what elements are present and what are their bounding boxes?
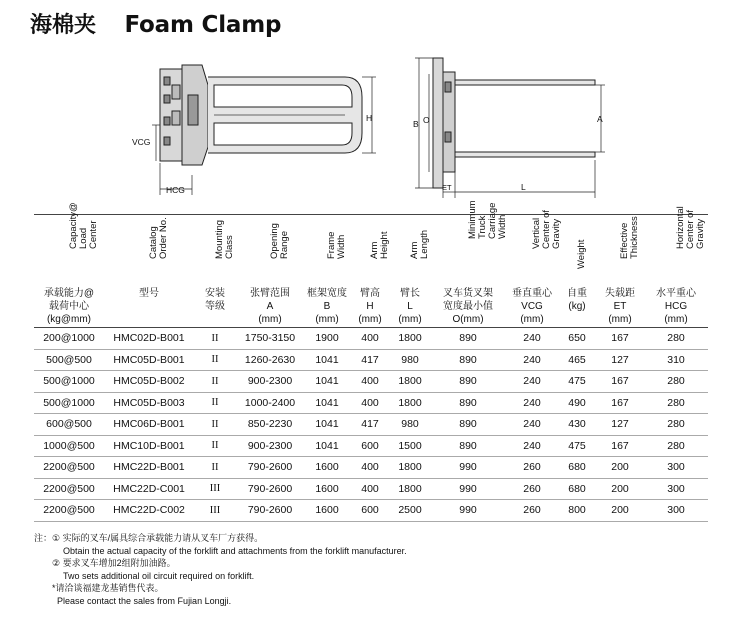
cell-arm-length: 1800	[390, 392, 430, 414]
header-zh-opening-range: 张臂范围 A (mm)	[250, 288, 290, 325]
cell-catalog: HMC22D-B001	[104, 457, 194, 479]
cell-catalog: HMC22D-C002	[104, 500, 194, 522]
cell-catalog: HMC02D-B001	[104, 328, 194, 350]
cell-capacity: 200@1000	[34, 328, 104, 350]
cell-weight: 475	[558, 371, 596, 393]
cell-arm-height: 400	[350, 478, 390, 500]
cell-min-carriage-width: 890	[430, 371, 506, 393]
cell-vcg: 260	[506, 457, 558, 479]
cell-mounting-class: II	[194, 457, 236, 479]
cell-vcg: 260	[506, 500, 558, 522]
label-l: L	[521, 182, 526, 192]
cell-hcg: 280	[644, 392, 708, 414]
cell-min-carriage-width: 990	[430, 478, 506, 500]
carriage-plate	[433, 58, 443, 188]
cell-weight: 475	[558, 435, 596, 457]
header-min-carriage-width: Minimum Truck Carriage Width	[430, 215, 506, 282]
upper-arm	[455, 80, 595, 85]
cell-effective-thickness: 167	[596, 435, 644, 457]
cell-hcg: 280	[644, 435, 708, 457]
cell-effective-thickness: 200	[596, 457, 644, 479]
notes-prefix: 注：	[34, 533, 53, 543]
label-h: H	[366, 113, 373, 123]
cell-opening-range: 850-2230	[236, 414, 304, 436]
cell-arm-height: 400	[350, 392, 390, 414]
note-3-en: Please contact the sales from Fujian Longji.	[57, 595, 232, 606]
header-weight: Weight	[558, 215, 596, 282]
table-row	[34, 478, 708, 500]
cell-capacity: 1000@500	[34, 435, 104, 457]
cell-mounting-class: II	[194, 328, 236, 350]
lower-arm	[455, 152, 595, 157]
header-zh-catalog: 型号	[139, 288, 159, 299]
cell-opening-range: 1260-2630	[236, 349, 304, 371]
cell-vcg: 240	[506, 414, 558, 436]
header-hcg: Horizontal Center of Gravity	[644, 215, 708, 282]
cell-mounting-class: II	[194, 392, 236, 414]
table-row	[34, 500, 708, 522]
side-view-diagram	[130, 55, 380, 205]
cell-arm-length: 2500	[390, 500, 430, 522]
label-et: ET	[442, 183, 452, 192]
cell-hcg: 300	[644, 478, 708, 500]
cell-hcg: 300	[644, 457, 708, 479]
cell-min-carriage-width: 890	[430, 328, 506, 350]
cell-effective-thickness: 127	[596, 414, 644, 436]
cell-arm-height: 400	[350, 328, 390, 350]
cell-opening-range: 790-2600	[236, 478, 304, 500]
table-row	[34, 414, 708, 436]
cell-arm-height: 600	[350, 435, 390, 457]
header-zh-frame-width: 框架宽度 B (mm)	[307, 288, 347, 325]
cell-mounting-class: II	[194, 414, 236, 436]
header-effective-thickness: Effective Thickness	[596, 215, 644, 282]
header-row-english	[34, 215, 708, 282]
cell-weight: 800	[558, 500, 596, 522]
cell-vcg: 240	[506, 392, 558, 414]
cell-catalog: HMC05D-B002	[104, 371, 194, 393]
cell-mounting-class: II	[194, 349, 236, 371]
header-frame-width: Frame Width	[304, 215, 350, 282]
cell-min-carriage-width: 890	[430, 414, 506, 436]
title-chinese: 海棉夹	[30, 13, 97, 38]
label-hcg: HCG	[166, 185, 185, 195]
cell-effective-thickness: 167	[596, 328, 644, 350]
header-arm-height: Arm Height	[350, 215, 390, 282]
cell-min-carriage-width: 990	[430, 500, 506, 522]
footnotes	[34, 532, 407, 607]
cell-capacity: 600@500	[34, 414, 104, 436]
cell-hcg: 280	[644, 328, 708, 350]
cell-frame-width: 1600	[304, 478, 350, 500]
cell-frame-width: 1041	[304, 435, 350, 457]
cell-frame-width: 1041	[304, 392, 350, 414]
cell-frame-width: 1600	[304, 500, 350, 522]
cell-weight: 650	[558, 328, 596, 350]
cell-mounting-class: III	[194, 478, 236, 500]
header-zh-min-carriage-width: 叉车货叉架 宽度最小值 O(mm)	[443, 288, 493, 325]
note-2-en: Two sets additional oil circuit required on forklift.	[63, 570, 255, 581]
cell-frame-width: 1900	[304, 328, 350, 350]
header-zh-arm-height: 臂高 H (mm)	[358, 288, 382, 325]
cell-capacity: 2200@500	[34, 478, 104, 500]
cell-vcg: 240	[506, 371, 558, 393]
header-zh-arm-length: 臂长 L (mm)	[398, 288, 422, 325]
header-row-chinese	[34, 281, 708, 328]
title-english: Foam Clamp	[124, 12, 282, 38]
cell-capacity: 2200@500	[34, 500, 104, 522]
cell-min-carriage-width: 890	[430, 435, 506, 457]
cell-arm-height: 400	[350, 371, 390, 393]
header-zh-effective-thickness: 失载距 ET (mm)	[605, 288, 635, 325]
cell-opening-range: 900-2300	[236, 371, 304, 393]
cell-capacity: 2200@500	[34, 457, 104, 479]
cell-frame-width: 1041	[304, 414, 350, 436]
cell-arm-length: 1800	[390, 371, 430, 393]
cell-weight: 465	[558, 349, 596, 371]
cell-vcg: 240	[506, 435, 558, 457]
cell-catalog: HMC10D-B001	[104, 435, 194, 457]
spec-table	[34, 200, 708, 522]
cell-arm-length: 980	[390, 414, 430, 436]
header-vcg: Vertical Center of Gravity	[506, 215, 558, 282]
cell-hcg: 280	[644, 414, 708, 436]
cell-arm-height: 600	[350, 500, 390, 522]
header-opening-range: Opening Range	[236, 215, 304, 282]
cell-effective-thickness: 200	[596, 500, 644, 522]
cell-effective-thickness: 167	[596, 371, 644, 393]
table-row	[34, 371, 708, 393]
table-row	[34, 457, 708, 479]
cell-min-carriage-width: 890	[430, 349, 506, 371]
cell-vcg: 260	[506, 478, 558, 500]
header-zh-capacity: 承载能力@ 载荷中心 (kg@mm)	[43, 288, 95, 325]
cell-capacity: 500@1000	[34, 371, 104, 393]
cell-arm-length: 1500	[390, 435, 430, 457]
cell-opening-range: 1750-3150	[236, 328, 304, 350]
label-o: O	[423, 115, 430, 125]
cell-catalog: HMC06D-B001	[104, 414, 194, 436]
table-row	[34, 392, 708, 414]
cell-arm-length: 1800	[390, 328, 430, 350]
cell-arm-length: 1800	[390, 457, 430, 479]
cell-mounting-class: II	[194, 371, 236, 393]
cell-hcg: 300	[644, 500, 708, 522]
cell-frame-width: 1041	[304, 349, 350, 371]
cell-weight: 430	[558, 414, 596, 436]
cell-min-carriage-width: 990	[430, 457, 506, 479]
cell-hcg: 310	[644, 349, 708, 371]
note-1-en: Obtain the actual capacity of the forklift and attachments from the forklift manufacturer.	[63, 545, 407, 556]
cell-effective-thickness: 127	[596, 349, 644, 371]
cell-effective-thickness: 200	[596, 478, 644, 500]
table-row	[34, 349, 708, 371]
note-3-zh: *请洽谈福建龙基销售代表。	[52, 583, 164, 593]
cell-catalog: HMC05D-B001	[104, 349, 194, 371]
cell-opening-range: 1000-2400	[236, 392, 304, 414]
label-a: A	[597, 114, 603, 124]
page-title	[30, 8, 281, 39]
cell-hcg: 280	[644, 371, 708, 393]
cell-arm-length: 980	[390, 349, 430, 371]
cell-mounting-class: III	[194, 500, 236, 522]
cell-effective-thickness: 167	[596, 392, 644, 414]
cell-weight: 680	[558, 478, 596, 500]
header-zh-vcg: 垂直重心 VCG (mm)	[512, 288, 552, 325]
cell-vcg: 240	[506, 349, 558, 371]
label-vcg: VCG	[132, 137, 151, 147]
cell-catalog: HMC22D-C001	[104, 478, 194, 500]
cell-opening-range: 900-2300	[236, 435, 304, 457]
cell-catalog: HMC05D-B003	[104, 392, 194, 414]
cell-vcg: 240	[506, 328, 558, 350]
cell-weight: 680	[558, 457, 596, 479]
cell-arm-length: 1800	[390, 478, 430, 500]
header-zh-weight: 自重 (kg)	[567, 288, 587, 312]
header-zh-mounting-class: 安装 等级	[205, 288, 225, 312]
cell-min-carriage-width: 890	[430, 392, 506, 414]
header-mounting-class: Mounting Class	[194, 215, 236, 282]
table-row	[34, 328, 708, 350]
table-row	[34, 435, 708, 457]
note-2-zh: ② 要求叉车增加2组附加油路。	[52, 558, 176, 568]
cell-opening-range: 790-2600	[236, 457, 304, 479]
cell-weight: 490	[558, 392, 596, 414]
cell-opening-range: 790-2600	[236, 500, 304, 522]
cell-capacity: 500@1000	[34, 392, 104, 414]
cell-arm-height: 417	[350, 349, 390, 371]
cell-capacity: 500@500	[34, 349, 104, 371]
cell-arm-height: 417	[350, 414, 390, 436]
header-capacity: Capacity@ Load Center	[34, 215, 104, 282]
header-catalog: Catalog Order No.	[104, 215, 194, 282]
cell-mounting-class: II	[194, 435, 236, 457]
header-zh-hcg: 水平重心 HCG (mm)	[656, 288, 696, 325]
note-1-zh: ① 实际的叉车/属具综合承载能力请从叉车厂方获得。	[52, 533, 264, 543]
cell-frame-width: 1041	[304, 371, 350, 393]
cell-arm-height: 400	[350, 457, 390, 479]
front-view-diagram	[405, 52, 635, 207]
cell-frame-width: 1600	[304, 457, 350, 479]
header-arm-length: Arm Length	[390, 215, 430, 282]
label-b: B	[413, 119, 419, 129]
